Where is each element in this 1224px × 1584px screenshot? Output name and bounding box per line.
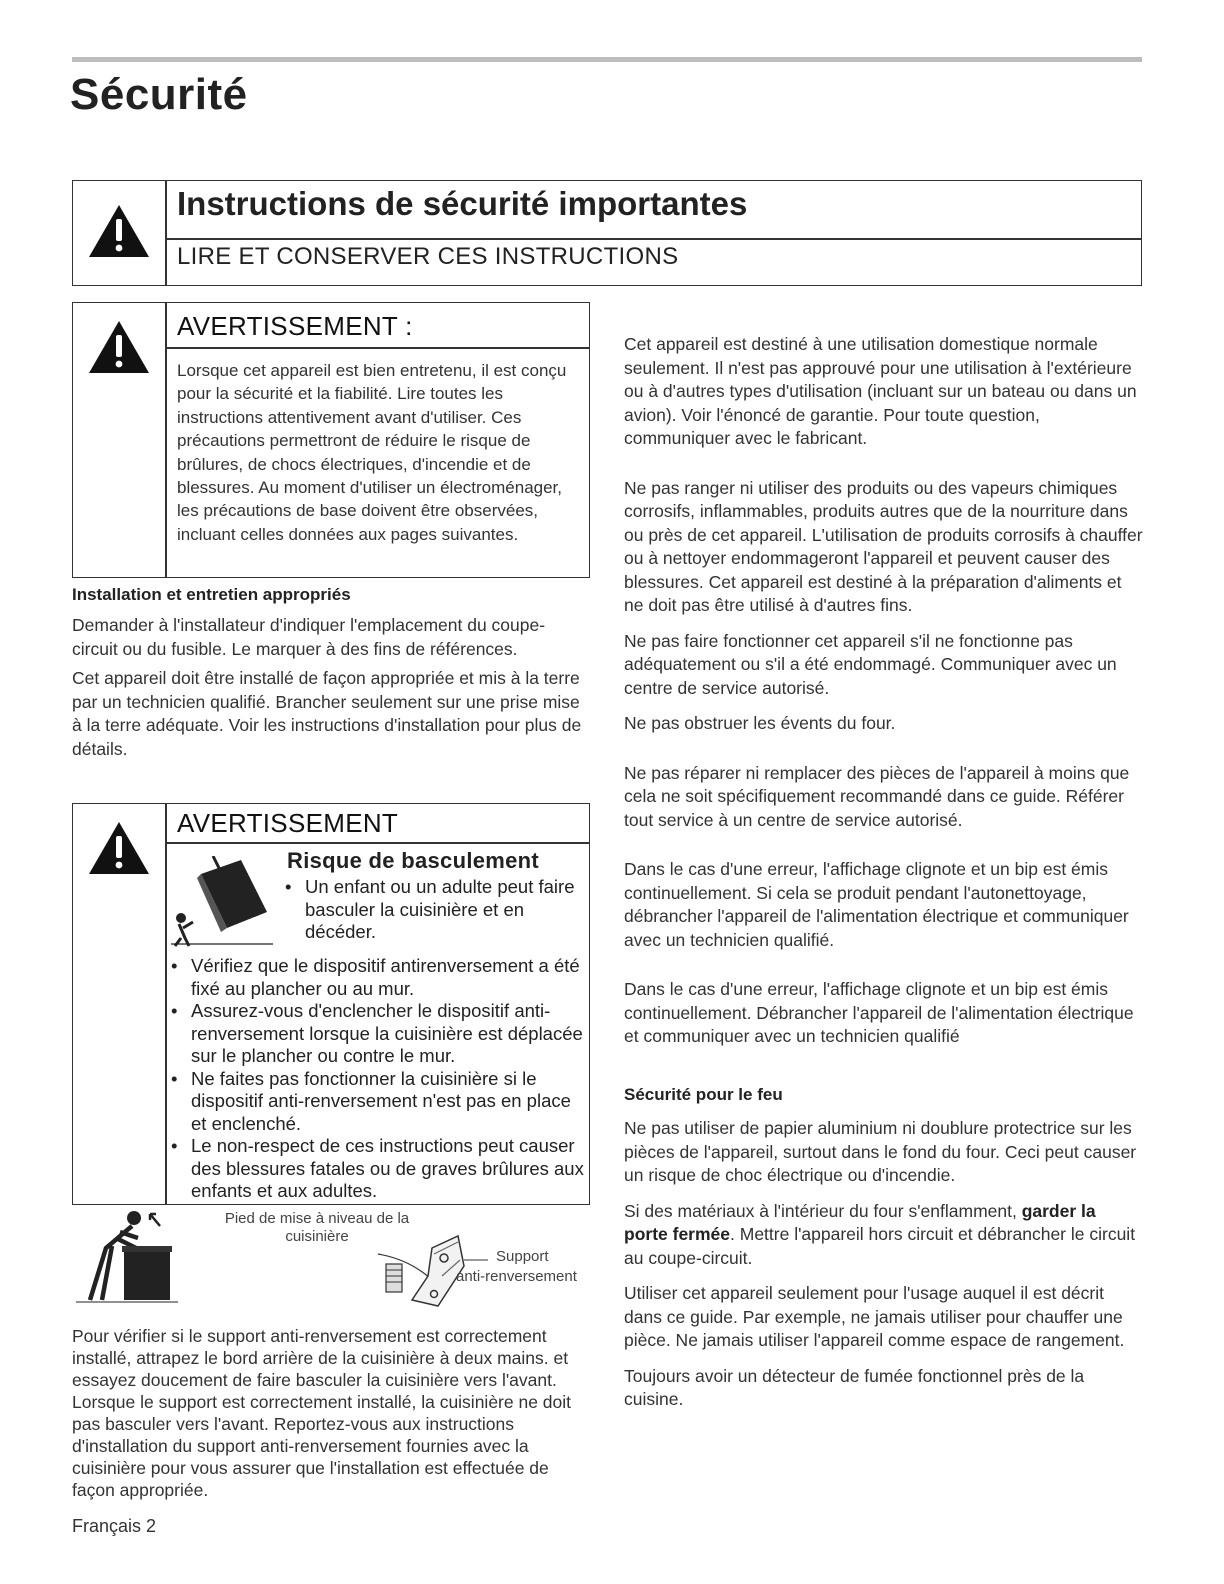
page-title: Sécurité — [70, 70, 248, 119]
person-pushing-range-icon — [76, 1208, 186, 1304]
top-rule — [72, 57, 1142, 62]
right-paragraph: Toujours avoir un détecteur de fumée fonctionnel près de la cuisine. — [624, 1365, 1085, 1409]
right-paragraph: Dans le cas d'une erreur, l'affichage clignote et un bip est émis continuellement. Débrancher l'appareil de l'alimentation électrique et communiquer avec un technicien qualifié — [624, 979, 1134, 1046]
support-label-1: Support — [496, 1248, 549, 1265]
verify-paragraph: Pour vérifier si le support anti-renversement est correctement installé, attrapez le bord arrière de la cuisinière à deux mains. et essayez doucement de faire basculer la cuisinière vers l'avant. Lorsque le support est correctement installé, la cuisinière ne doit pas basculer vers l'avant. Reportez-vous aux instructions d'installation du support anti-renversement fournies avec la cuisinière pour vous assurer que l'installation est effectuée de façon appropriée. — [72, 1326, 572, 1500]
right-paragraph: Ne pas utiliser de papier aluminium ni doublure protectrice sur les pièces de l'appareil, surtout dans le fond du four. Ceci peut causer un risque de choc électrique ou d'incendie. — [624, 1118, 1137, 1185]
list-item: • Vérifiez que le dispositif antirenversement a été fixé au plancher ou au mur. — [167, 955, 585, 1000]
support-label-2: anti-renversement — [456, 1268, 577, 1285]
header-subtitle: LIRE ET CONSERVER CES INSTRUCTIONS — [177, 243, 679, 270]
page-footer: Français 2 — [72, 1516, 157, 1536]
anti-tip-bracket-icon — [372, 1220, 488, 1308]
installation-paragraph-2: Cet appareil doit être installé de façon appropriée et mis à la terre par un technicien qualifié. Brancher seulement sur une prise mise à la terre adéquate. Voir les instructions d'installation pour plus de détails. — [72, 668, 582, 759]
fire-text-c: . Mettre l'appareil hors circuit et débrancher le circuit au coupe-circuit. — [624, 1224, 1136, 1268]
foot-label: Pied de mise à niveau de la cuisinière — [224, 1210, 410, 1245]
fire-text-bold: garder la porte fermée — [624, 1200, 1096, 1244]
right-paragraph: Utiliser cet appareil seulement pour l'usage auquel il est décrit dans ce guide. Par exemple, ne jamais utiliser pour chauffer une pièce. Ne jamais utiliser l'appareil comme espace de rangement. — [624, 1283, 1125, 1350]
right-paragraph: Ne pas réparer ni remplacer des pièces de l'appareil à moins que cela ne soit spécifiquement recommandé dans ce guide. Référer tout service à un centre de service autorisé. — [624, 762, 1130, 830]
warning-triangle-icon — [87, 203, 151, 259]
warning-box-2 — [72, 803, 590, 1205]
warning-box-1 — [72, 302, 590, 578]
right-paragraph — [624, 1200, 1144, 1271]
important-instructions-box — [72, 180, 1142, 286]
list-item: • Ne faites pas fonctionner la cuisinière si le dispositif anti-renversement n'est pas en place et enclenché. — [167, 1068, 585, 1136]
risk-bullet: • Un enfant ou un adulte peut faire basculer la cuisinière et en décéder. — [281, 876, 581, 944]
installation-heading: Installation et entretien appropriés — [72, 585, 351, 604]
anti-tip-figure — [72, 1208, 602, 1312]
warning-1-title: AVERTISSEMENT : — [177, 311, 413, 341]
tip-over-illustration-icon — [171, 856, 281, 948]
right-paragraph: Ne pas ranger ni utiliser des produits ou des vapeurs chimiques corrosifs, inflammables, produits autres que de la nourriture dans ou près de cet appareil. L'utilisation de produits corrosifs à chauffer ou à nettoyer endommageront l'appareil et peuvent causer des blessures. Cet appareil est destiné à la préparation d'aliments et ne doit pas être utilisé à d'autres fins. — [624, 477, 1143, 615]
risk-title: Risque de basculement — [287, 848, 540, 873]
right-paragraph: Ne pas obstruer les évents du four. — [624, 713, 896, 733]
right-column — [624, 333, 1144, 1428]
warning-triangle-icon — [87, 820, 151, 876]
right-paragraph: Dans le cas d'une erreur, l'affichage clignote et un bip est émis continuellement. Si cela se produit pendant l'autonettoyage, débrancher l'appareil de l'alimentation électrique et communiquer avec un technicien qualifié. — [624, 859, 1129, 950]
tip-over-bullets — [167, 955, 585, 1203]
installation-section — [72, 585, 590, 771]
warning-2-title: AVERTISSEMENT — [177, 808, 399, 838]
list-item: • Assurez-vous d'enclencher le dispositif anti-renversement lorsque la cuisinière est déplacée sur le plancher ou contre le mur. — [167, 1000, 585, 1068]
installation-paragraph-1: Demander à l'installateur d'indiquer l'emplacement du coupe-circuit ou du fusible. Le marquer à des fins de références. — [72, 615, 546, 659]
warning-triangle-icon — [87, 319, 151, 375]
header-title: Instructions de sécurité importantes — [177, 185, 748, 222]
right-paragraph: Ne pas faire fonctionner cet appareil s'il ne fonctionne pas adéquatement ou s'il a été endommagé. Communiquer avec un centre de service autorisé. — [624, 630, 1117, 698]
fire-safety-heading: Sécurité pour le feu — [624, 1084, 783, 1104]
warning-1-text: Lorsque cet appareil est bien entretenu, il est conçu pour la sécurité et la fiabilité. Lire toutes les instructions attentivement avant d'utiliser. Ces précautions permettront de réduire le risque de brûlures, de chocs électriques, d'incendie et de blessures. Au moment d'utiliser un électroménager, les précautions de base doivent être observées, incluant celles données aux pages suivantes. — [177, 361, 567, 544]
fire-text-a: Si des matériaux à l'intérieur du four s'enflamment, — [624, 1200, 1022, 1221]
right-paragraph: Cet appareil est destiné à une utilisation domestique normale seulement. Il n'est pas approuvé pour une utilisation à l'extérieure ou à d'autres types d'utilisation (incluant sur un bateau ou dans un avion). Voir l'énoncé de garantie. Pour toute question, communiquer avec le fabricant. — [624, 334, 1137, 448]
list-item: • Le non-respect de ces instructions peut causer des blessures fatales ou de graves brûlures aux enfants et aux adultes. — [167, 1135, 585, 1203]
